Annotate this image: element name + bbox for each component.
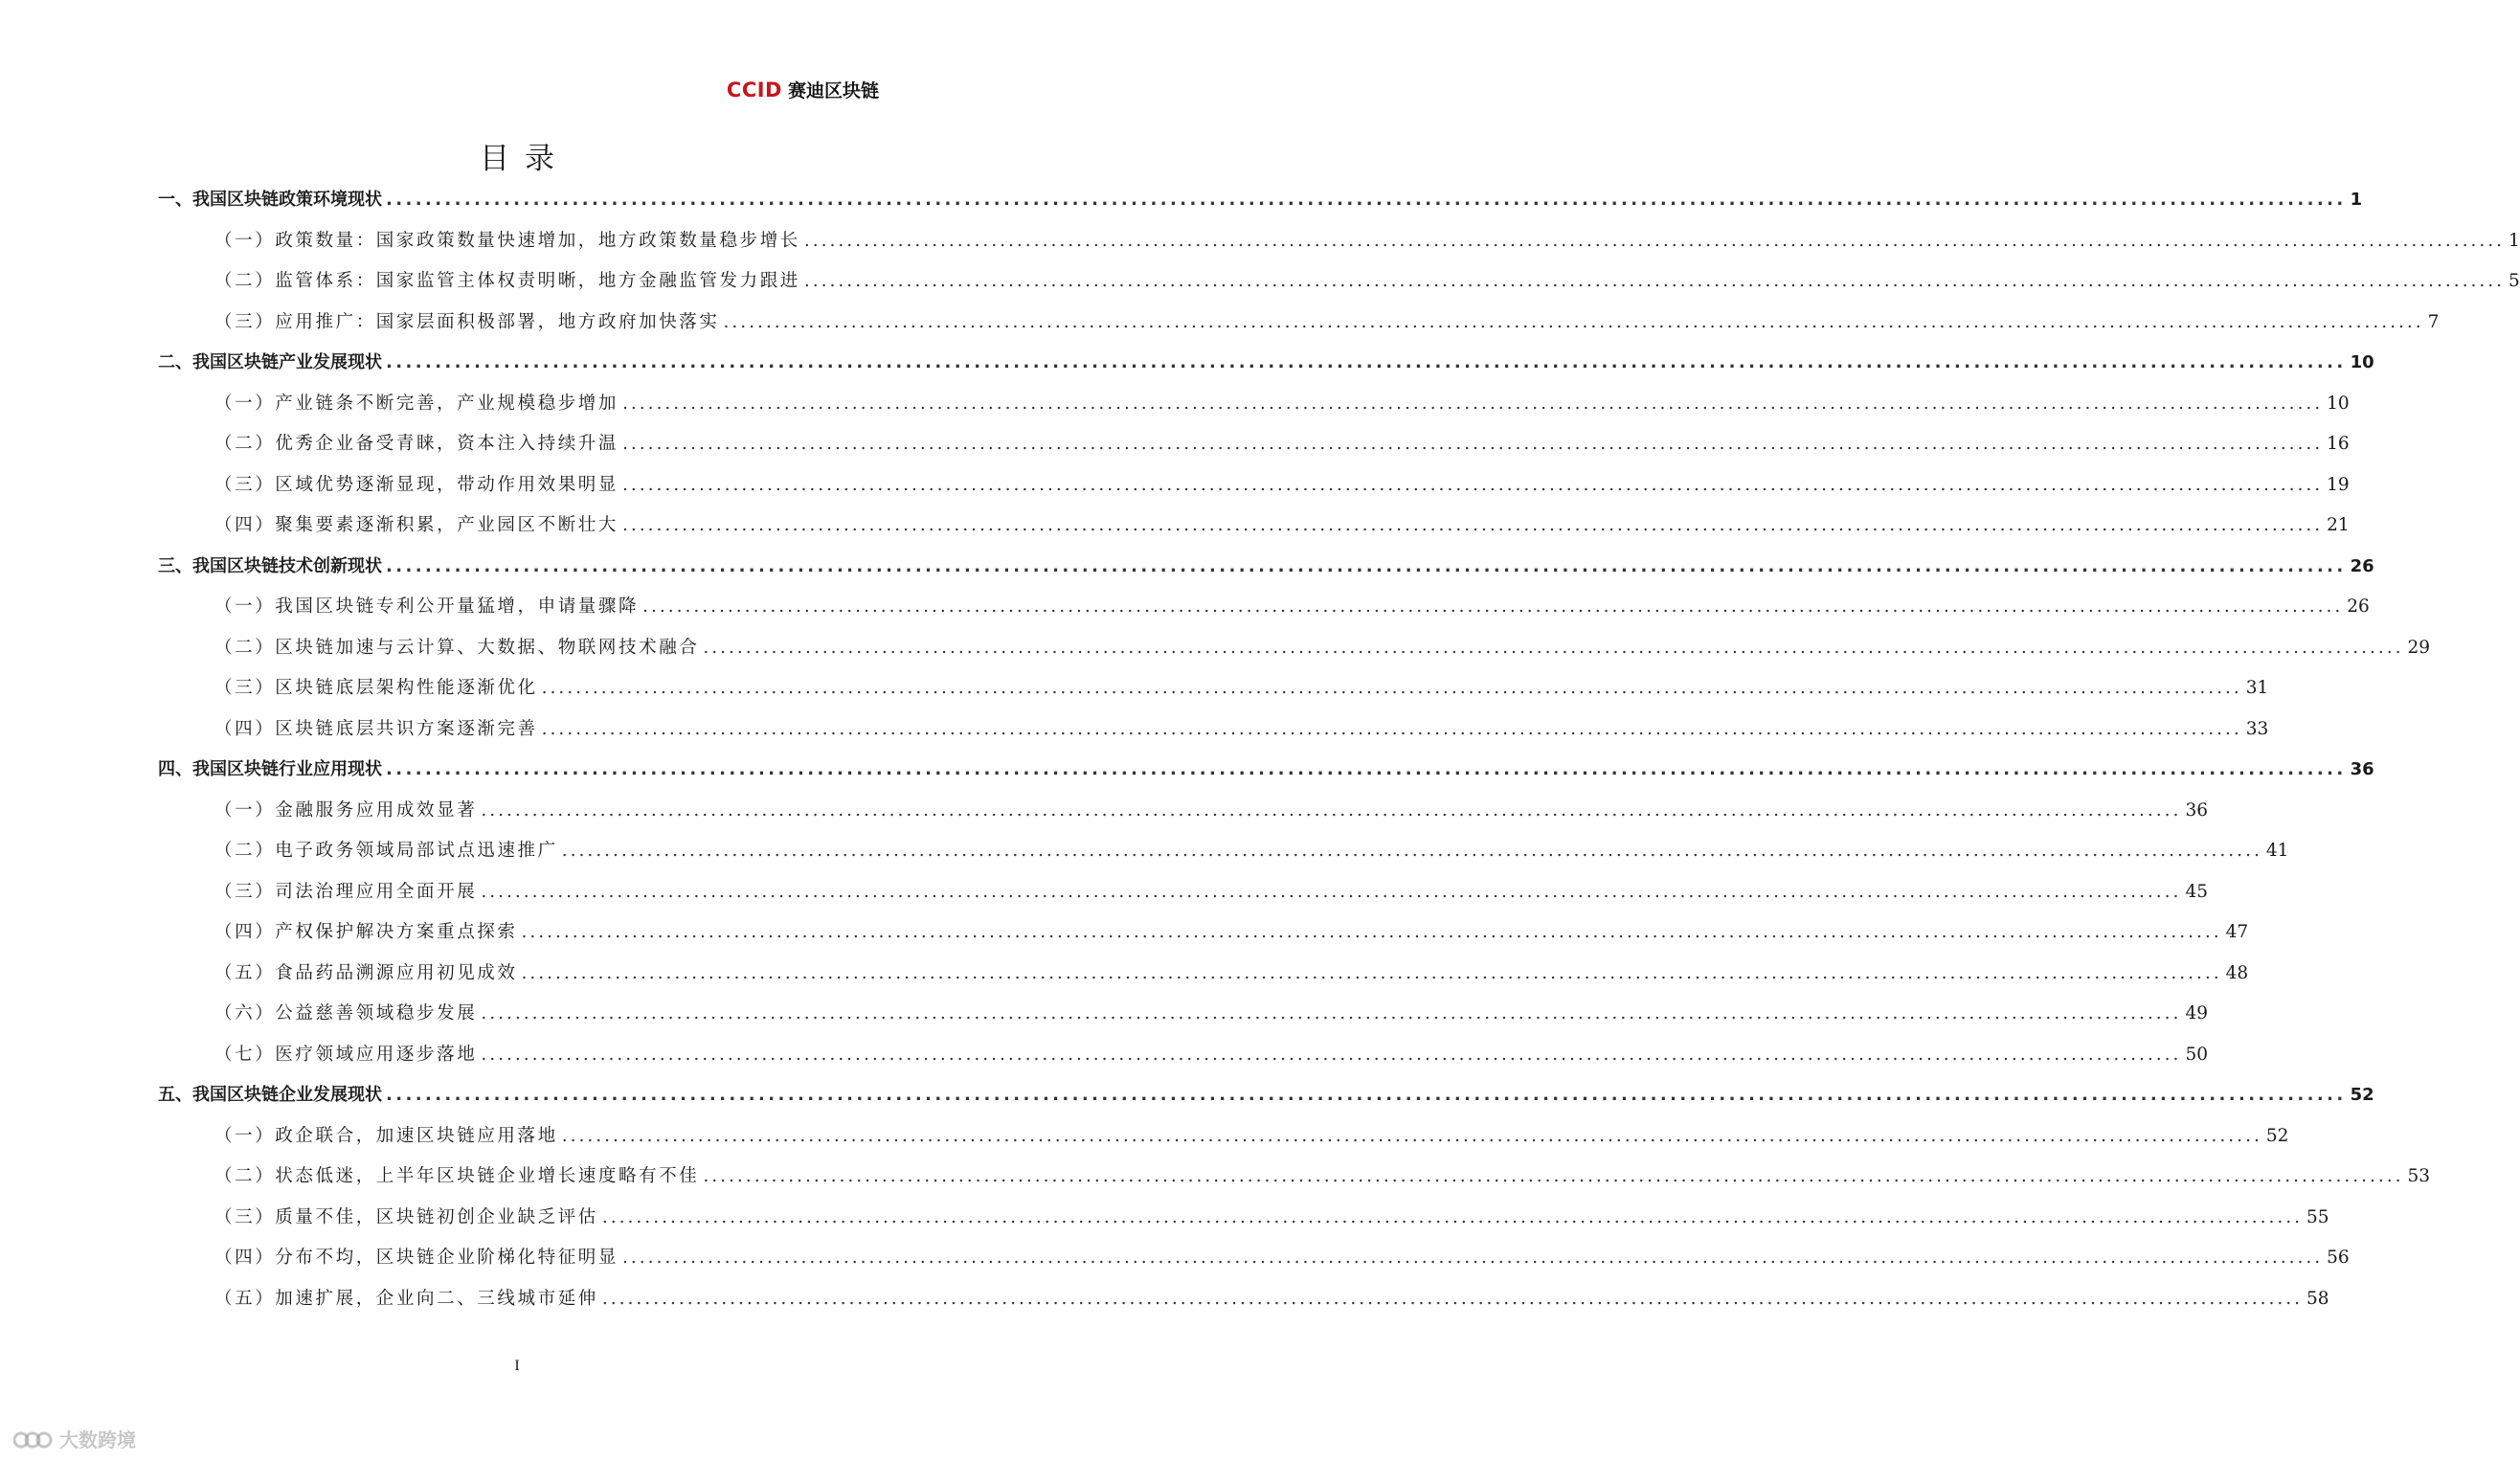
toc-entry-title: （四）区块链底层共识方案逐渐完善 <box>214 718 538 739</box>
toc-entry-title: （四）分布不均，区块链企业阶梯化特征明显 <box>214 1248 619 1268</box>
toc-entry-title: （二）状态低迷，上半年区块链企业增长速度略有不佳 <box>214 1166 700 1186</box>
toc-entry-title: （三）司法治理应用全面开展 <box>214 881 478 902</box>
toc-entry-page: 36 <box>2350 759 2374 779</box>
toc-entry-page: 58 <box>2306 1288 2329 1309</box>
toc-entry-title: 三、我国区块链技术创新现状 <box>158 555 382 576</box>
toc-dot-leader: ........................................................................................................................................................................................................ <box>481 799 2182 821</box>
toc-entry-title: （五）加速扩展，企业向二、三线城市延伸 <box>214 1288 598 1309</box>
toc-entry-title: （一）产业链条不断完善，产业规模稳步增加 <box>214 393 619 414</box>
toc-entry-title: （二）区块链加速与云计算、大数据、物联网技术融合 <box>214 637 700 658</box>
toc-entry-page: 26 <box>2350 555 2374 576</box>
toc-entry-title: （一）我国区块链专利公开量猛增，申请量骤降 <box>214 596 640 617</box>
toc-section-entry[interactable] <box>214 1000 2208 1028</box>
toc-entry-page: 36 <box>2185 799 2208 821</box>
toc-dot-leader: ........................................................................................................................................................................................................ <box>622 474 2324 495</box>
toc-dot-leader: ........................................................................................................................................................................................................ <box>703 637 2404 658</box>
brand-name: 赛迪区块链 <box>787 80 879 101</box>
toc-entry-title: （三）区块链底层架构性能逐渐优化 <box>214 678 538 698</box>
toc-section-entry[interactable] <box>214 634 2431 663</box>
toc-entry-title: （六）公益慈善领域稳步发展 <box>214 1003 478 1023</box>
toc-section-entry[interactable] <box>214 837 2289 866</box>
toc-entry-title: 二、我国区块链产业发展现状 <box>158 352 382 372</box>
toc-entry-title: （四）产权保护解决方案重点探索 <box>214 922 518 942</box>
toc-entry-page: 55 <box>2306 1206 2329 1227</box>
toc-section-entry[interactable] <box>214 430 2350 459</box>
watermark <box>11 1425 136 1452</box>
toc-section-entry[interactable] <box>214 1122 2289 1151</box>
toc-entry-page: 56 <box>2327 1248 2350 1268</box>
toc-dot-leader: ........................................................................................................................................................................................................ <box>703 1166 2404 1186</box>
toc-section-entry[interactable] <box>214 1203 2329 1232</box>
toc-dot-leader: ........................................................................................................................................................................................................ <box>622 434 2324 454</box>
toc-dot-leader: ........................................................................................................................................................................................................ <box>561 1125 2262 1146</box>
toc-entry-title: （七）医疗领域应用逐步落地 <box>214 1044 478 1065</box>
toc-entry-title: （三）应用推广：国家层面积极部署，地方政府加快落实 <box>214 311 720 332</box>
toc-chapter-entry[interactable] <box>158 755 2374 784</box>
toc-section-entry[interactable] <box>214 390 2350 418</box>
toc-section-entry[interactable] <box>214 797 2208 825</box>
toc-entry-page: 52 <box>2350 1085 2374 1105</box>
toc-dot-leader: ........................................................................................................................................................................................................ <box>386 190 2347 210</box>
toc-section-entry[interactable] <box>214 471 2350 500</box>
toc-entry-title: （四）聚集要素逐渐积累，产业园区不断壮大 <box>214 515 619 535</box>
toc-entry-page: 33 <box>2245 718 2269 739</box>
toc-entry-title: （二）监管体系：国家监管主体权责明晰，地方金融监管发力跟进 <box>214 271 800 291</box>
toc-entry-title: （二）优秀企业备受青睐，资本注入持续升温 <box>214 434 619 454</box>
toc-dot-leader: ........................................................................................................................................................................................................ <box>481 1044 2182 1065</box>
toc-dot-leader: ........................................................................................................................................................................................................ <box>521 962 2222 983</box>
toc-entry-page: 47 <box>2225 922 2249 942</box>
toc-entry-page: 1 <box>2350 190 2363 210</box>
toc-dot-leader: ........................................................................................................................................................................................................ <box>541 718 2242 739</box>
toc-entry-page: 1 <box>2509 230 2520 251</box>
toc-dot-leader: ........................................................................................................................................................................................................ <box>541 678 2242 698</box>
toc-dot-leader: ........................................................................................................................................................................................................ <box>386 1085 2347 1105</box>
toc-entry-page: 50 <box>2185 1044 2208 1065</box>
toc-chapter-entry[interactable] <box>158 349 2374 377</box>
toc-entry-title: （一）金融服务应用成效显著 <box>214 799 478 821</box>
toc-dot-leader: ........................................................................................................................................................................................................ <box>601 1206 2304 1227</box>
toc-chapter-entry[interactable] <box>158 1081 2374 1110</box>
toc-dot-leader: ........................................................................................................................................................................................................ <box>386 352 2347 372</box>
toc-entry-page: 48 <box>2225 962 2249 983</box>
toc-dot-leader: ........................................................................................................................................................................................................ <box>386 759 2347 779</box>
toc-entry-title: （一）政策数量：国家政策数量快速增加，地方政策数量稳步增长 <box>214 230 800 251</box>
brand-logo <box>727 77 879 102</box>
toc-dot-leader: ........................................................................................................................................................................................................ <box>622 515 2324 535</box>
toc-dot-leader: ........................................................................................................................................................................................................ <box>386 555 2347 576</box>
toc-section-entry[interactable] <box>214 918 2249 947</box>
toc-entry-page: 31 <box>2245 678 2269 698</box>
toc-entry-title: 四、我国区块链行业应用现状 <box>158 759 382 779</box>
toc-dot-leader: ........................................................................................................................................................................................................ <box>622 1248 2324 1268</box>
toc-section-entry[interactable] <box>214 674 2269 703</box>
brand-mark: CCID <box>726 79 782 101</box>
toc-dot-leader: ........................................................................................................................................................................................................ <box>481 1003 2182 1023</box>
toc-section-entry[interactable] <box>214 1285 2329 1314</box>
toc-dot-leader: ........................................................................................................................................................................................................ <box>521 922 2222 942</box>
toc-entry-title: （一）政企联合，加速区块链应用落地 <box>214 1125 558 1146</box>
toc-section-entry[interactable] <box>214 1041 2208 1069</box>
toc-entry-title: （二）电子政务领域局部试点迅速推广 <box>214 841 558 861</box>
toc-entry-title: （三）质量不佳，区块链初创企业缺乏评估 <box>214 1206 598 1227</box>
toc-section-entry[interactable] <box>214 1244 2350 1272</box>
toc-entry-page: 5 <box>2509 271 2520 291</box>
toc-dot-leader: ........................................................................................................................................................................................................ <box>803 230 2506 251</box>
toc-section-entry[interactable] <box>214 878 2208 907</box>
toc-section-entry[interactable] <box>214 715 2269 744</box>
toc-entry-page: 53 <box>2407 1166 2431 1186</box>
toc-section-entry[interactable] <box>214 593 2370 621</box>
toc-entry-page: 29 <box>2407 637 2431 658</box>
page-title: 目录 <box>480 142 570 176</box>
toc-chapter-entry[interactable] <box>158 186 2363 214</box>
toc-entry-page: 19 <box>2327 474 2350 495</box>
toc-section-entry[interactable] <box>214 308 2440 337</box>
toc-entry-page: 52 <box>2265 1125 2289 1146</box>
toc-dot-leader: ........................................................................................................................................................................................................ <box>642 596 2344 617</box>
toc-entry-page: 21 <box>2327 515 2350 535</box>
toc-section-entry[interactable] <box>214 227 2520 256</box>
toc-dot-leader: ........................................................................................................................................................................................................ <box>723 311 2424 332</box>
toc-entry-page: 45 <box>2185 881 2208 902</box>
toc-dot-leader: ........................................................................................................................................................................................................ <box>622 393 2324 414</box>
toc-entry-title: 五、我国区块链企业发展现状 <box>158 1085 382 1105</box>
toc-section-entry[interactable] <box>214 959 2249 988</box>
watermark-text: 大数跨境 <box>59 1428 136 1451</box>
toc-dot-leader: ........................................................................................................................................................................................................ <box>601 1288 2304 1309</box>
toc-entry-title: （五）食品药品溯源应用初见成效 <box>214 962 518 983</box>
watermark-logo-icon <box>11 1427 54 1451</box>
toc-section-entry[interactable] <box>214 267 2520 296</box>
toc-entry-page: 10 <box>2327 393 2350 414</box>
toc-entry-title: 一、我国区块链政策环境现状 <box>158 190 382 210</box>
toc-entry-page: 10 <box>2350 352 2374 372</box>
page-number: I <box>514 1358 520 1374</box>
toc-entry-page: 16 <box>2327 434 2350 454</box>
toc-entry-page: 7 <box>2427 311 2440 332</box>
toc-dot-leader: ........................................................................................................................................................................................................ <box>561 841 2262 861</box>
toc-entry-title: （三）区域优势逐渐显现，带动作用效果明显 <box>214 474 619 495</box>
toc-entry-page: 49 <box>2185 1003 2208 1023</box>
toc-dot-leader: ........................................................................................................................................................................................................ <box>803 271 2506 291</box>
toc-entry-page: 26 <box>2347 596 2370 617</box>
toc-section-entry[interactable] <box>214 1162 2431 1191</box>
toc-chapter-entry[interactable] <box>158 552 2374 581</box>
toc-entry-page: 41 <box>2265 841 2289 861</box>
toc-dot-leader: ........................................................................................................................................................................................................ <box>481 881 2182 902</box>
toc-section-entry[interactable] <box>214 511 2350 540</box>
